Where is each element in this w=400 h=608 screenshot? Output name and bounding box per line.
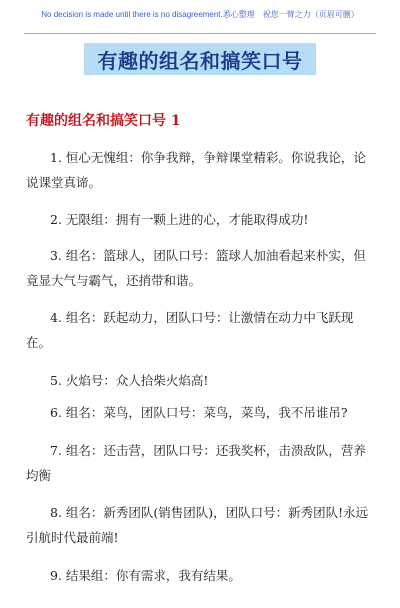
- list-item: 1. 恒心无愧组：你争我辩，争辩课堂精彩。你说我论，论说课堂真谛。: [26, 150, 366, 190]
- list-item: 8. 组名：新秀团队(销售团队)，团队口号：新秀团队!永远引航时代最前端!: [26, 505, 369, 545]
- header-note: [0, 9, 400, 21]
- list-item: 9. 结果组：你有需求，我有结果。: [50, 568, 241, 583]
- title-banner: [84, 43, 316, 75]
- list-item: 2. 无限组：拥有一颗上进的心，才能取得成功!: [50, 212, 309, 227]
- list-item: 4. 组名：跃起动力，团队口号：让激情在动力中飞跃现在。: [26, 310, 354, 350]
- list-item: 3. 组名：篮球人，团队口号：篮球人加油看起来朴实，但竟显大气与霸气，还捎带和谐。: [26, 248, 366, 288]
- list-item: 6. 组名：菜鸟，团队口号：菜鸟，菜鸟，我不吊谁吊?: [50, 405, 348, 420]
- header-note-chinese: 悉心整理 祝您一臂之力（页眉可删）: [222, 10, 359, 19]
- list-item: 7. 组名：还击营，团队口号：还我奖杯，击溃敌队，营养均衡: [26, 443, 366, 483]
- header-note-english: No decision is made until there is no disagreement.: [41, 10, 223, 19]
- page-title: 有趣的组名和搞笑口号: [97, 48, 303, 73]
- section-heading: 有趣的组名和搞笑口号 1: [26, 113, 181, 129]
- header-divider: [24, 33, 376, 34]
- list-item: 5. 火焰号：众人拾柴火焰高!: [50, 373, 209, 388]
